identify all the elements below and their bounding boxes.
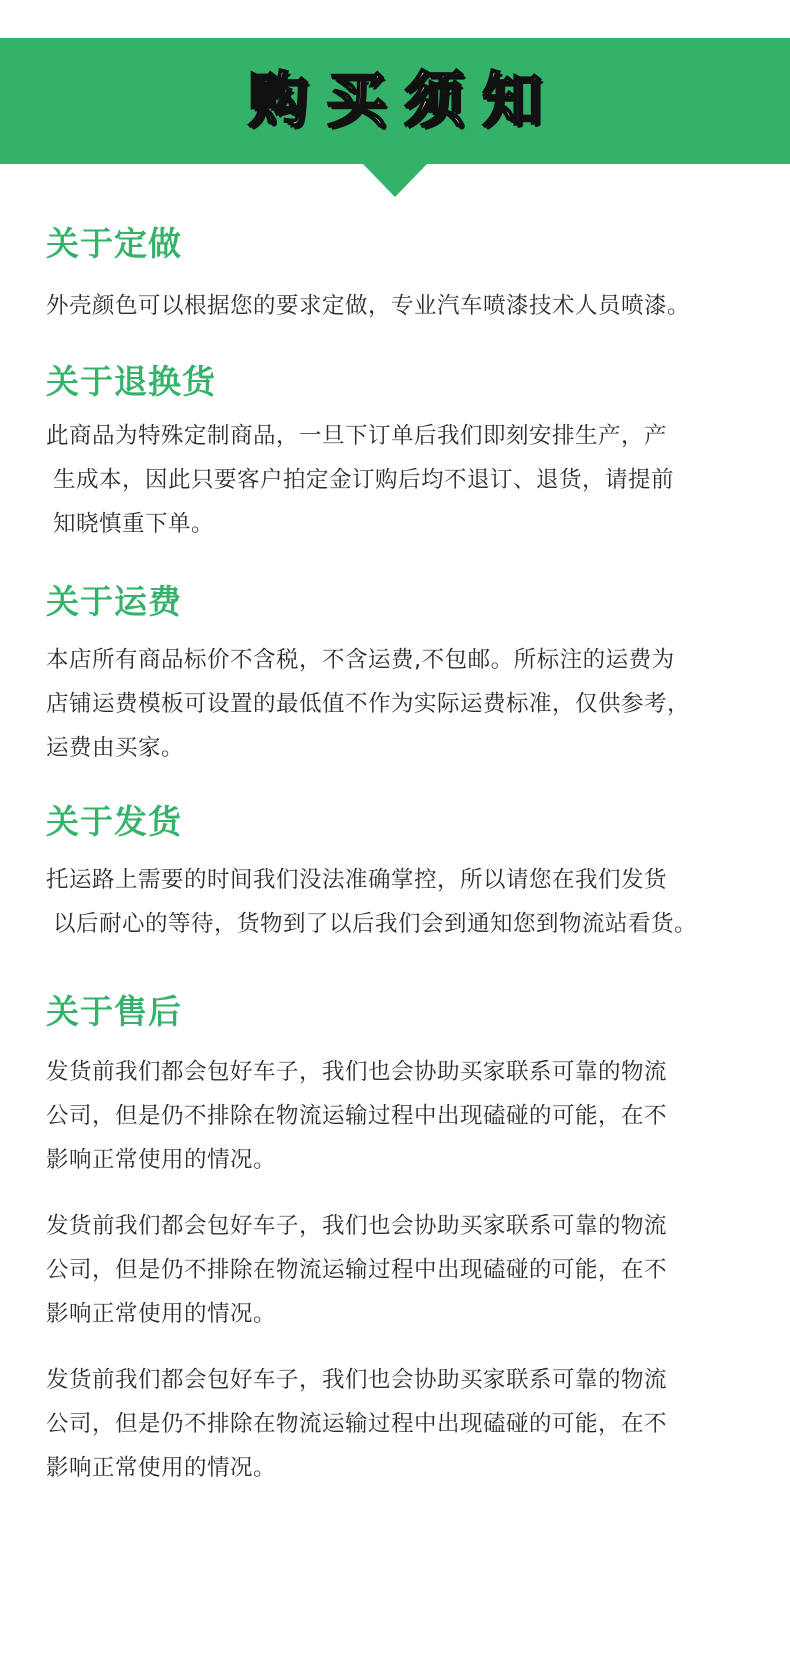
- section-paragraph: [46, 638, 766, 770]
- section-paragraph: [46, 1204, 766, 1336]
- section-shipping-fee: [46, 582, 766, 770]
- header-banner: [0, 38, 790, 164]
- paragraph-line: 发货前我们都会包好车子，我们也会协助买家联系可靠的物流: [46, 1059, 668, 1085]
- section-paragraph: [46, 858, 766, 946]
- paragraph-line: 发货前我们都会包好车子，我们也会协助买家联系可靠的物流: [46, 1367, 668, 1393]
- paragraph-line: 生成本，因此只要客户拍定金订购后均不退订、退货，请提前: [53, 467, 675, 493]
- paragraph-line: 托运路上需要的时间我们没法准确掌控，所以请您在我们发货: [46, 867, 668, 893]
- section-paragraph: [46, 414, 766, 546]
- section-after-sales: [46, 992, 766, 1490]
- section-title: 关于发货: [46, 802, 182, 841]
- paragraph-line: 本店所有商品标价不含税，不含运费,不包邮。所标注的运费为: [46, 647, 675, 673]
- section-title: 关于退换货: [46, 362, 216, 401]
- section-title: 关于定做: [46, 224, 182, 263]
- paragraph-line: 店铺运费模板可设置的最低值不作为实际运费标准，仅供参考，: [46, 691, 691, 717]
- section-delivery: [46, 802, 766, 946]
- section-returns: [46, 362, 766, 546]
- paragraph-line: 影响正常使用的情况。: [46, 1301, 277, 1327]
- paragraph-line: 以后耐心的等待，货物到了以后我们会到通知您到物流站看货。: [53, 911, 698, 937]
- section-paragraph: [46, 284, 766, 328]
- paragraph-line: 影响正常使用的情况。: [46, 1455, 277, 1481]
- paragraph-line: 公司，但是仍不排除在物流运输过程中出现磕碰的可能，在不: [46, 1411, 668, 1437]
- section-title: 关于售后: [46, 992, 182, 1031]
- section-paragraph: [46, 1050, 766, 1182]
- section-custom-order: [46, 224, 766, 328]
- paragraph-line: 外壳颜色可以根据您的要求定做，专业汽车喷漆技术人员喷漆。: [46, 293, 691, 319]
- paragraph-line: 影响正常使用的情况。: [46, 1147, 277, 1173]
- paragraph-line: 公司，但是仍不排除在物流运输过程中出现磕碰的可能，在不: [46, 1103, 668, 1129]
- paragraph-line: 运费由买家。: [46, 735, 185, 761]
- section-paragraph: [46, 1358, 766, 1490]
- paragraph-line: 公司，但是仍不排除在物流运输过程中出现磕碰的可能，在不: [46, 1257, 668, 1283]
- banner-pointer-arrow: [362, 163, 428, 197]
- paragraph-line: 此商品为特殊定制商品，一旦下订单后我们即刻安排生产，产: [46, 423, 668, 449]
- section-title: 关于运费: [46, 582, 182, 621]
- paragraph-line: 知晓慎重下单。: [53, 511, 215, 537]
- page-title: 购买须知: [248, 66, 560, 136]
- paragraph-line: 发货前我们都会包好车子，我们也会协助买家联系可靠的物流: [46, 1213, 668, 1239]
